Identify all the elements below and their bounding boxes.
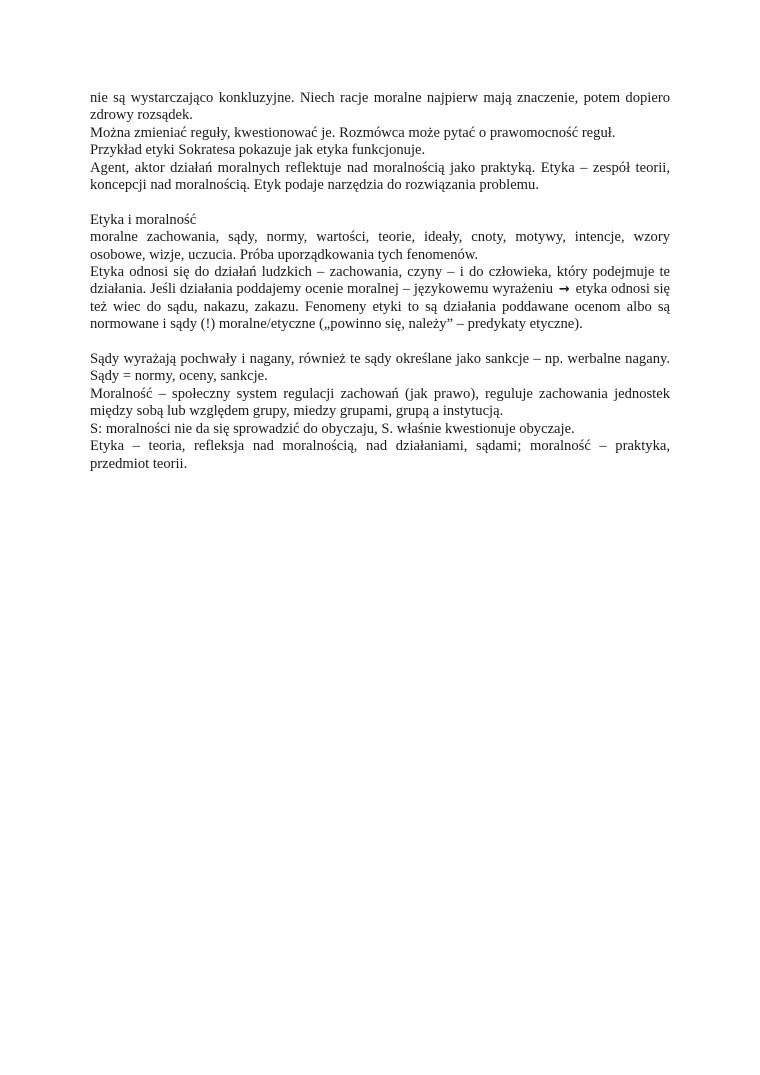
paragraph-ethics-actions-part2: etyka odnosi się też wiec do sądu, nakazu, zakazu. Fenomeny etyki to są działania poddawane ocenom albo są normowane i sądy (!) moralne/etyczne („powinno się, należy” – predykaty etyczne). [90,281,670,333]
paragraph-phenomena: moralne zachowania, sądy, normy, wartości, teorie, ideały, cnoty, motywy, intencje, wzory osobowe, wizje, uczucia. Próba uporządkowania tych fenomenów. [90,229,670,263]
paragraph-rules: Można zmieniać reguły, kwestionować je. Rozmówca może pytać o prawomocność reguł. [90,124,616,141]
section-heading: Etyka i moralność [90,211,197,228]
paragraph-socrates-custom: S: moralności nie da się sprowadzić do obyczaju, S. właśnie kwestionuje obyczaje. [90,420,575,437]
paragraph-ethics-theory: Etyka – teoria, refleksja nad moralnością, nad działaniami, sądami; moralność – praktyka, przedmiot teorii. [90,438,670,472]
paragraph-conclusive: nie są wystarczająco konkluzyjne. Niech racje moralne najpierw mają znaczenie, potem dopiero zdrowy rozsądek. [90,90,670,124]
paragraph-ethics-actions [90,264,670,334]
paragraph-morality-definition: Moralność – społeczny system regulacji zachowań (jak prawo), reguluje zachowania jednostek między sobą lub względem grupy, miedzy grupami, grupą a instytucją. [90,385,670,420]
paragraph-gap [90,194,670,211]
paragraph-agent: Agent, aktor działań moralnych reflektuje nad moralnością jako praktyką. Etyka – zespół teorii, koncepcji nad moralnością. Etyk podaje narzędzia do rozwiązania problemu. [90,159,670,194]
paragraph-gap [90,334,670,351]
document-page [90,90,670,473]
paragraph-ethics-actions-part1: Etyka odnosi się do działań ludzkich – zachowania, czyny – i do człowieka, który podejmuje te działania. Jeśli działania poddajemy ocenie moralnej – językowemu wyrażeniu [90,264,670,298]
paragraph-socrates: Przykład etyki Sokratesa pokazuje jak etyka funkcjonuje. [90,142,426,159]
paragraph-judgments: Sądy wyrażają pochwały i nagany, również te sądy określane jako sankcje – np. werbalne nagany. Sądy = normy, oceny, sankcje. [90,351,670,385]
arrow-right-icon: → [558,282,570,298]
